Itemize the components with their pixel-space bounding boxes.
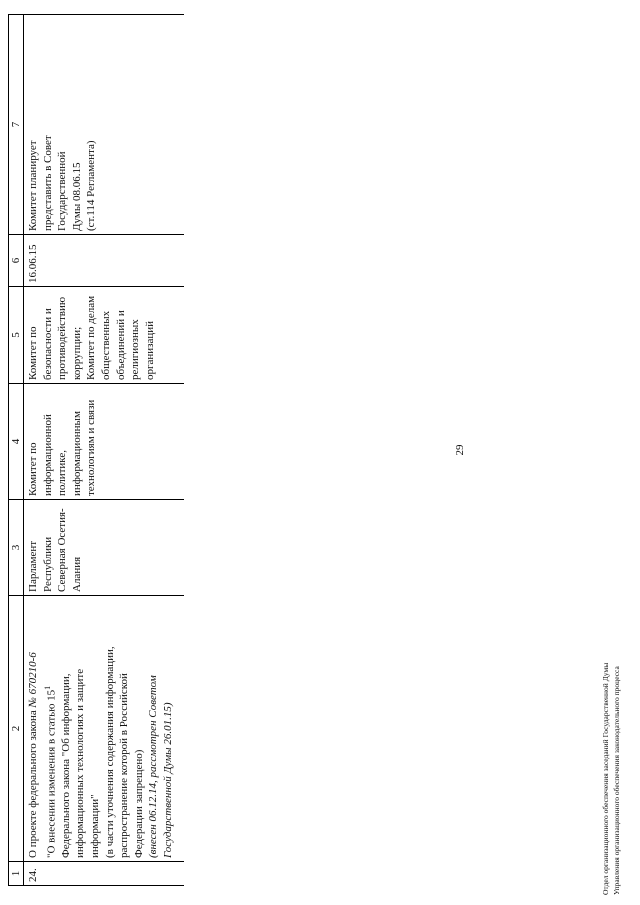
bill-intro: О проекте федерального закона [27,707,39,858]
date [24,235,184,287]
plan: Комитет планирует представить в Совет Государственной Думы 08.06.15 (ст.114 Регламента) [24,15,184,235]
bill-clarification-line3: Федерации запрещено) [132,749,145,858]
bill-title-line1: "О внесении изменения в статью $15^1$ [42,685,58,858]
bill-history-line1: (внесен 06.12.14, рассмотрен Советом [147,675,160,858]
table-row [24,15,184,886]
page-number: 29 [454,444,466,456]
footnote-superscript: 1 [42,685,52,690]
bill-id: № 670210-6 [27,652,39,708]
row-number [24,862,184,886]
column-number-3: 3 [9,500,24,596]
column-header-row [9,15,24,886]
column-number-6: 6 [9,235,24,287]
bill-title-line4: информации" [89,794,102,858]
bill-intro-line [26,599,41,858]
column-number-2: 2 [9,596,24,862]
lead-committee: Комитет по информационной политике, информационным технологиям и связи [24,384,184,500]
bills-table [8,14,184,886]
bill-description [24,596,184,862]
row-number-text: 24. [27,868,39,882]
bill-clarification-line2: распространение которой в Российской [118,673,131,858]
footer-line2: Управления организационного обеспечения законодательного процесса [612,666,621,895]
column-number-4: 4 [9,384,24,500]
bill-title-line2: Федерального закона "Об информации, [59,673,72,858]
footer-line1: Отдел организационного обеспечения заседаний Государственной Думы [601,662,610,895]
column-number-7: 7 [9,15,24,235]
bill-history-line2: Государственной Думы 26.01.15) [162,702,174,858]
column-number-5: 5 [9,287,24,384]
bill-clarification-line1: (в части уточнения содержания информации, [103,646,116,858]
column-number-1: 1 [9,862,24,886]
date-text: 16.06.15 [27,244,39,283]
bill-title-line3: информационных технологиях и защите [74,668,87,858]
co-committees: Комитет по безопасности и противодействию коррупции; Комитет по делам общественных объединений и религиозных организаций [24,287,184,384]
initiator: Парламент Республики Северная Осетия- Алания [24,500,184,596]
footer [600,663,622,895]
